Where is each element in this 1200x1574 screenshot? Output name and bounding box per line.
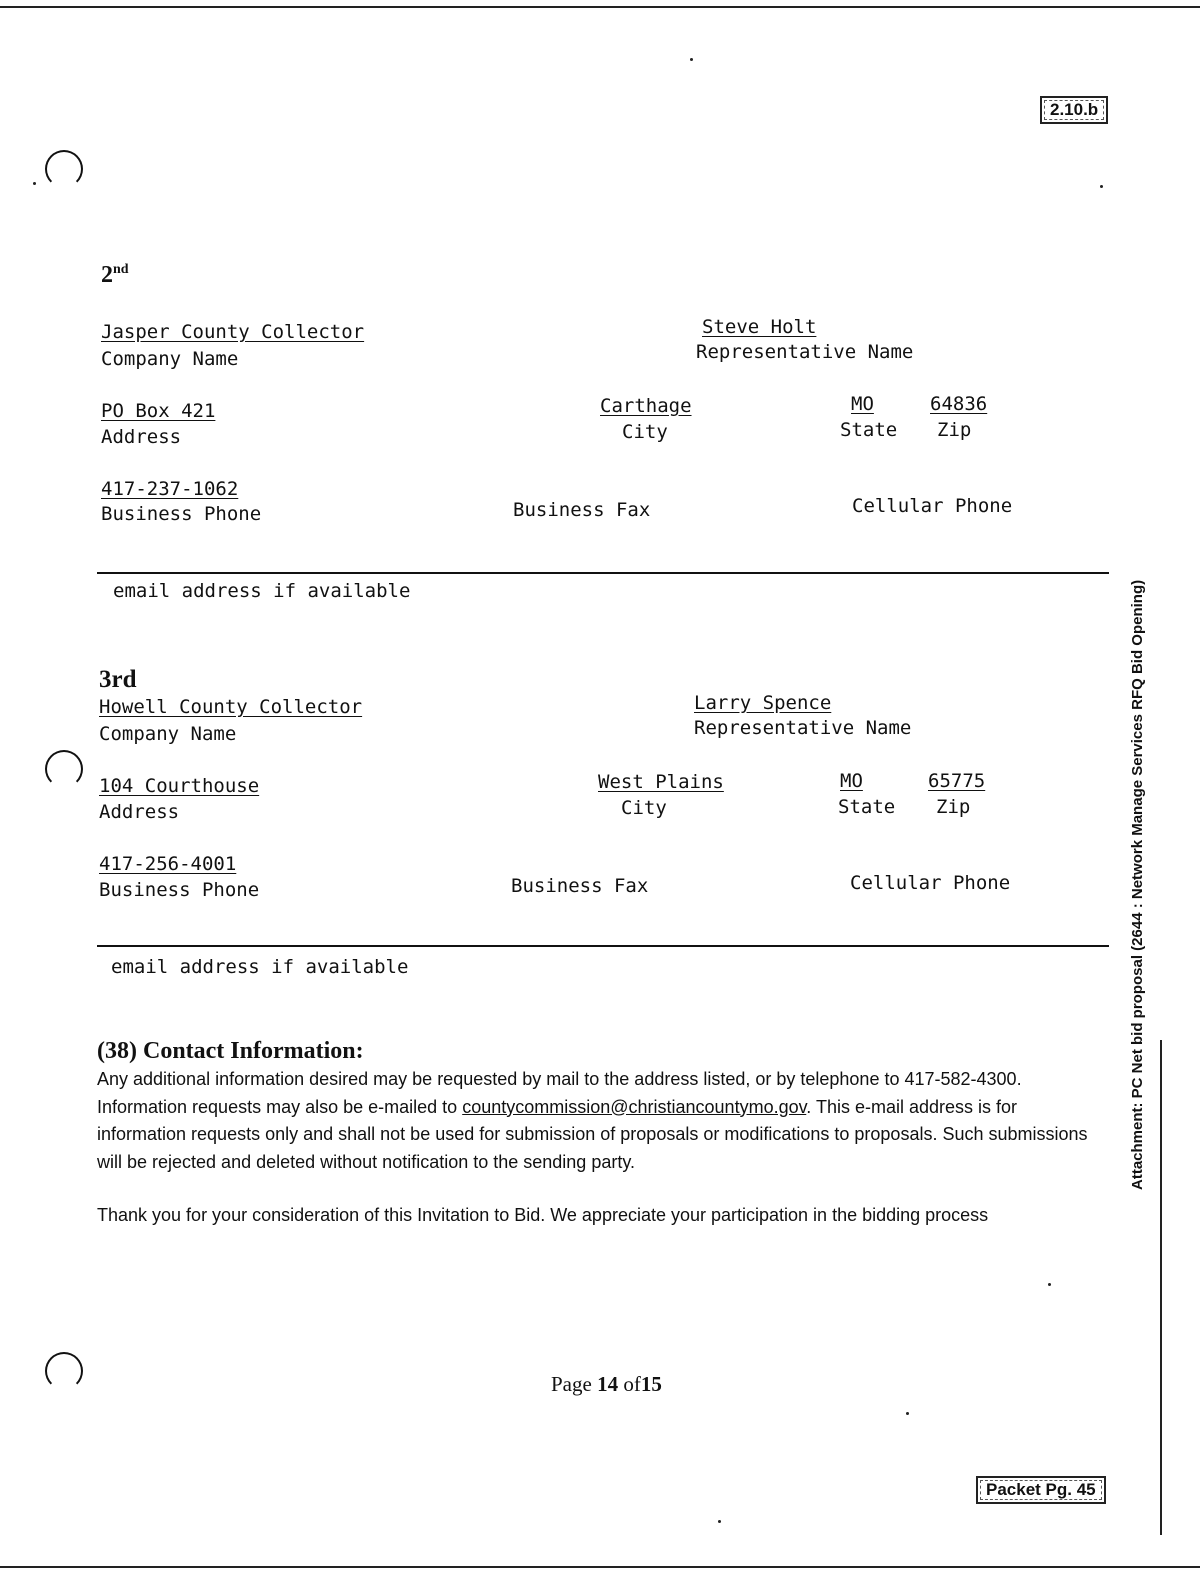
ref2-fax-label: Business Fax [513, 499, 651, 521]
ref2-phone-label: Business Phone [101, 503, 262, 525]
side-attachment-label: Attachment: PC Net bid proposal (2644 : Network Manage Services RFQ Bid Opening) [1129, 579, 1146, 1190]
ref2-address-label: Address [101, 426, 182, 448]
contact-paragraph-part2: . This e-mail address is for information requests only and shall not be used for submission of proposals or modifications to proposals. Such submissions will be rejected and deleted without notification to the sending party. [97, 1096, 1088, 1172]
rank-2nd [101, 262, 129, 289]
page-of: of [623, 1372, 641, 1396]
page-current: 14 [597, 1372, 619, 1396]
ref3-fax-label: Business Fax [511, 875, 649, 897]
ref3-address: 104 Courthouse [99, 775, 260, 797]
ref2-zip: 64836 [930, 393, 988, 415]
ref3-city: West Plains [598, 771, 724, 793]
ref3-state: MO [840, 770, 863, 792]
rank-3rd: 3rd [99, 666, 137, 693]
ref3-zip: 65775 [928, 770, 986, 792]
ref2-company-name: Jasper County Collector [101, 321, 365, 343]
thank-you-text: Thank you for your consideration of this Invitation to Bid. We appreciate your participation in the bidding process [97, 1205, 989, 1225]
ref3-state-label: State [838, 796, 896, 818]
contact-paragraph-part1: Any additional information desired may be requested by mail to the address listed, or by telephone to 417-582-4300. Information requests may also be e-mailed to [97, 1069, 1022, 1117]
top-scan-edge [0, 6, 1200, 8]
right-margin-line [1160, 1040, 1162, 1535]
ref2-company-name-label: Company Name [101, 348, 239, 370]
scan-speck [690, 58, 693, 61]
ref2-zip-label: Zip [937, 419, 972, 441]
ref3-phone-label: Business Phone [99, 879, 260, 901]
footer-packet-tag [976, 1476, 1106, 1504]
ref2-rep-name-label: Representative Name [696, 341, 914, 363]
ref3-rep-name-label: Representative Name [694, 717, 912, 739]
hole-punch-middle [45, 750, 83, 788]
hole-punch-bottom [45, 1352, 83, 1390]
rank-2nd-num: 2 [101, 262, 113, 288]
header-tag [1040, 96, 1108, 124]
contact-email-link[interactable]: countycommission@christiancountymo.gov [462, 1096, 807, 1117]
ref3-company-name: Howell County Collector [99, 696, 363, 718]
ref2-email-label: email address if available [113, 580, 411, 602]
rank-2nd-suffix: nd [113, 262, 129, 277]
header-tag-text: 2.10.b [1050, 100, 1099, 119]
page-number [551, 1372, 662, 1397]
ref3-address-label: Address [99, 801, 180, 823]
ref3-company-name-label: Company Name [99, 723, 237, 745]
ref3-zip-label: Zip [936, 796, 971, 818]
bottom-scan-edge [0, 1566, 1200, 1568]
ref2-address: PO Box 421 [101, 400, 216, 422]
ref2-city: Carthage [600, 395, 692, 417]
ref3-rep-name: Larry Spence [694, 692, 832, 714]
ref2-rep-name: Steve Holt [702, 316, 817, 338]
ref3-city-label: City [621, 797, 667, 819]
ref2-state-label: State [840, 419, 898, 441]
ref3-email-line [97, 945, 1109, 947]
footer-packet-text: Packet Pg. 45 [986, 1480, 1096, 1499]
scan-speck [1048, 1283, 1051, 1286]
ref2-state: MO [851, 393, 874, 415]
page-word: Page [551, 1372, 592, 1396]
contact-paragraph [97, 1066, 1107, 1176]
ref2-phone: 417-237-1062 [101, 478, 239, 500]
ref3-email-label: email address if available [111, 956, 409, 978]
ref3-phone: 417-256-4001 [99, 853, 237, 875]
scan-speck [1100, 185, 1103, 188]
hole-punch-top [45, 150, 83, 188]
ref2-city-label: City [622, 421, 668, 443]
scan-speck [906, 1412, 909, 1415]
scan-speck [33, 182, 36, 185]
ref3-cell-label: Cellular Phone [850, 872, 1011, 894]
ref2-email-line [97, 572, 1109, 574]
contact-heading: (38) Contact Information: [97, 1038, 364, 1064]
ref2-cell-label: Cellular Phone [852, 495, 1013, 517]
scan-speck [718, 1520, 721, 1523]
page-total: 15 [640, 1372, 662, 1396]
